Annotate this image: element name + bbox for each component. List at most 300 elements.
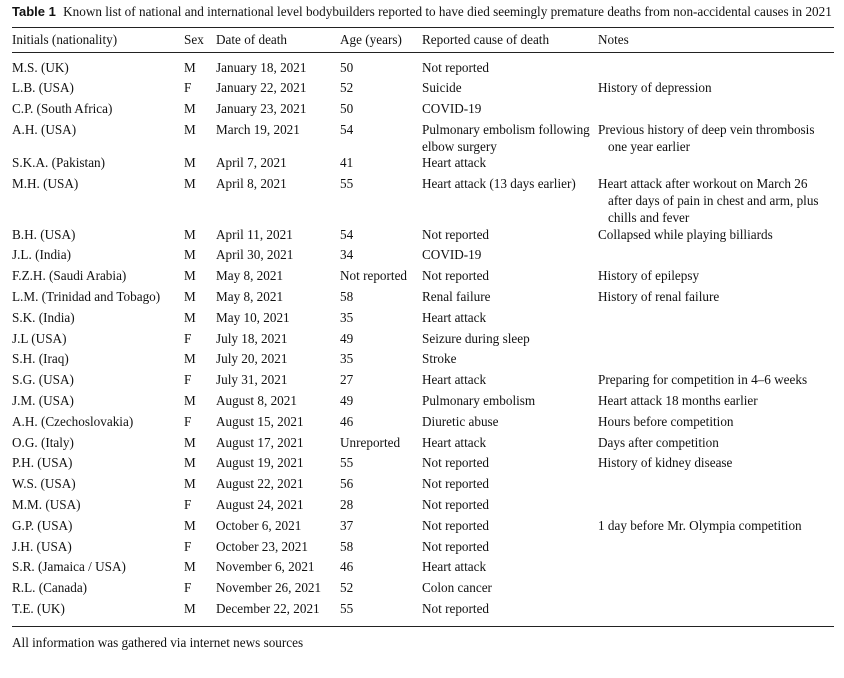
cell-sex xyxy=(184,497,216,518)
table-caption xyxy=(12,4,834,21)
table-row xyxy=(12,476,834,497)
cell-date-text: December 22, 2021 xyxy=(216,601,320,617)
cell-initials xyxy=(12,331,184,352)
cell-sex xyxy=(184,435,216,456)
cell-sex-text: M xyxy=(184,434,196,450)
table-row xyxy=(12,52,834,80)
cell-sex-text: M xyxy=(184,393,196,409)
cell-sex-text: M xyxy=(184,121,196,137)
cell-sex xyxy=(184,351,216,372)
table-row xyxy=(12,372,834,393)
cell-notes xyxy=(598,539,834,560)
cell-cause xyxy=(422,539,598,560)
cell-age xyxy=(340,247,422,268)
cell-notes-text: Hours before competition xyxy=(598,413,734,429)
cell-notes-text: Heart attack 18 months earlier xyxy=(598,393,758,409)
cell-initials xyxy=(12,52,184,80)
cell-notes-text: History of renal failure xyxy=(598,289,720,305)
cell-date xyxy=(216,518,340,539)
cell-sex xyxy=(184,455,216,476)
table-row xyxy=(12,247,834,268)
cell-age-text: 46 xyxy=(340,559,354,575)
table-row xyxy=(12,155,834,176)
cell-cause-text: Stroke xyxy=(422,351,457,367)
cell-date xyxy=(216,372,340,393)
cell-cause-text: Heart attack xyxy=(422,309,487,325)
cell-sex-text: M xyxy=(184,476,196,492)
cell-sex xyxy=(184,476,216,497)
cell-cause-text: Not reported xyxy=(422,497,490,513)
cell-initials xyxy=(12,227,184,248)
cell-initials xyxy=(12,559,184,580)
cell-notes-text: Previous history of deep vein thrombosis one year earlier xyxy=(598,121,815,154)
cell-notes xyxy=(598,101,834,122)
cell-cause xyxy=(422,227,598,248)
cell-initials xyxy=(12,247,184,268)
cell-notes-text: Preparing for competition in 4–6 weeks xyxy=(598,372,808,388)
cell-notes xyxy=(598,518,834,539)
cell-initials-text: L.B. (USA) xyxy=(12,80,74,96)
cell-notes-text: Collapsed while playing billiards xyxy=(598,226,773,242)
cell-sex-text: M xyxy=(184,309,196,325)
cell-age-text: Unreported xyxy=(340,434,401,450)
table-row xyxy=(12,227,834,248)
cell-cause xyxy=(422,435,598,456)
cell-age xyxy=(340,52,422,80)
cell-initials-text: J.M. (USA) xyxy=(12,393,74,409)
cell-sex-text: M xyxy=(184,176,196,192)
cell-cause xyxy=(422,80,598,101)
cell-initials-text: W.S. (USA) xyxy=(12,476,76,492)
cell-age-text: 41 xyxy=(340,155,354,171)
cell-cause xyxy=(422,52,598,80)
cell-age xyxy=(340,559,422,580)
cell-initials-text: C.P. (South Africa) xyxy=(12,101,113,117)
cell-date-text: August 15, 2021 xyxy=(216,413,304,429)
header-age: Age (years) xyxy=(340,31,402,47)
cell-sex-text: F xyxy=(184,580,192,596)
cell-age-text: 49 xyxy=(340,330,354,346)
cell-cause-text: Suicide xyxy=(422,80,462,96)
cell-cause-text: Pulmonary embolism xyxy=(422,393,536,409)
cell-cause xyxy=(422,268,598,289)
table-row xyxy=(12,122,834,156)
cell-cause xyxy=(422,310,598,331)
cell-date-text: October 6, 2021 xyxy=(216,517,302,533)
table-header-row xyxy=(12,28,834,53)
cell-notes xyxy=(598,80,834,101)
cell-cause-text: Not reported xyxy=(422,59,490,75)
cell-initials-text: B.H. (USA) xyxy=(12,226,76,242)
cell-cause-text: Not reported xyxy=(422,538,490,554)
cell-sex xyxy=(184,559,216,580)
cell-initials-text: S.K.A. (Pakistan) xyxy=(12,155,106,171)
cell-date xyxy=(216,80,340,101)
cell-notes-text: Heart attack after workout on March 26 after days of pain in chest and arm, plus chills and fever xyxy=(598,176,819,225)
table-row xyxy=(12,80,834,101)
cell-initials-text: T.E. (UK) xyxy=(12,601,65,617)
cell-sex xyxy=(184,101,216,122)
cell-age xyxy=(340,310,422,331)
cell-initials xyxy=(12,601,184,622)
cell-age-text: 52 xyxy=(340,580,354,596)
cell-initials xyxy=(12,580,184,601)
cell-initials-text: F.Z.H. (Saudi Arabia) xyxy=(12,268,127,284)
cell-date-text: August 17, 2021 xyxy=(216,434,304,450)
cell-initials xyxy=(12,176,184,226)
cell-age-text: 27 xyxy=(340,372,354,388)
cell-date-text: March 19, 2021 xyxy=(216,121,300,137)
header-notes: Notes xyxy=(598,31,629,47)
cell-initials-text: O.G. (Italy) xyxy=(12,434,74,450)
cell-initials-text: S.H. (Iraq) xyxy=(12,351,69,367)
cell-initials xyxy=(12,351,184,372)
cell-sex xyxy=(184,80,216,101)
cell-cause-text: Not reported xyxy=(422,601,490,617)
cell-date xyxy=(216,601,340,622)
cell-age-text: 55 xyxy=(340,455,354,471)
cell-sex xyxy=(184,539,216,560)
table-row xyxy=(12,414,834,435)
cell-sex xyxy=(184,601,216,622)
cell-notes xyxy=(598,455,834,476)
cell-cause-text: Renal failure xyxy=(422,289,491,305)
header-cause: Reported cause of death xyxy=(422,31,550,47)
cell-initials xyxy=(12,289,184,310)
cell-age-text: 55 xyxy=(340,176,354,192)
cell-cause-text: Heart attack (13 days earlier) xyxy=(422,176,576,192)
cell-sex-text: F xyxy=(184,372,192,388)
cell-cause xyxy=(422,497,598,518)
cell-date xyxy=(216,476,340,497)
cell-sex-text: M xyxy=(184,59,196,75)
cell-sex-text: M xyxy=(184,226,196,242)
cell-cause xyxy=(422,580,598,601)
cell-age xyxy=(340,122,422,156)
cell-age xyxy=(340,331,422,352)
cell-age-text: 55 xyxy=(340,601,354,617)
cell-notes xyxy=(598,247,834,268)
cell-age xyxy=(340,351,422,372)
cell-date xyxy=(216,155,340,176)
cell-notes xyxy=(598,176,834,226)
table-row xyxy=(12,331,834,352)
cell-notes xyxy=(598,52,834,80)
cell-cause-text: COVID-19 xyxy=(422,101,482,117)
table-footnote: All information was gathered via internet news sources xyxy=(12,634,304,650)
cell-sex-text: F xyxy=(184,80,192,96)
cell-age-text: 54 xyxy=(340,121,354,137)
cell-age-text: 46 xyxy=(340,413,354,429)
cell-age xyxy=(340,227,422,248)
cell-date-text: November 6, 2021 xyxy=(216,559,315,575)
cell-date xyxy=(216,414,340,435)
table-row xyxy=(12,268,834,289)
cell-date xyxy=(216,559,340,580)
table-row xyxy=(12,310,834,331)
cell-age xyxy=(340,539,422,560)
cell-initials-text: L.M. (Trinidad and Tobago) xyxy=(12,289,161,305)
cell-age xyxy=(340,80,422,101)
cell-date xyxy=(216,351,340,372)
cell-sex-text: F xyxy=(184,497,192,513)
cell-sex xyxy=(184,414,216,435)
cell-cause xyxy=(422,518,598,539)
cell-date-text: July 20, 2021 xyxy=(216,351,288,367)
cell-date-text: July 18, 2021 xyxy=(216,330,288,346)
cell-initials-text: M.S. (UK) xyxy=(12,59,69,75)
cell-sex xyxy=(184,122,216,156)
cell-cause xyxy=(422,476,598,497)
header-sex: Sex xyxy=(184,31,204,47)
cell-initials-text: J.L. (India) xyxy=(12,247,71,263)
cell-notes xyxy=(598,559,834,580)
cell-age-text: 37 xyxy=(340,517,354,533)
cell-date xyxy=(216,247,340,268)
cell-age xyxy=(340,476,422,497)
cell-notes xyxy=(598,289,834,310)
cell-initials xyxy=(12,497,184,518)
cell-cause xyxy=(422,289,598,310)
cell-sex xyxy=(184,52,216,80)
cell-cause xyxy=(422,122,598,156)
table-row xyxy=(12,455,834,476)
cell-date-text: May 10, 2021 xyxy=(216,309,290,325)
cell-cause-text: Colon cancer xyxy=(422,580,492,596)
cell-date-text: April 8, 2021 xyxy=(216,176,287,192)
cell-notes xyxy=(598,331,834,352)
cell-date-text: May 8, 2021 xyxy=(216,268,284,284)
cell-initials xyxy=(12,80,184,101)
cell-notes xyxy=(598,497,834,518)
cell-date xyxy=(216,331,340,352)
table-row xyxy=(12,539,834,560)
cell-age-text: 58 xyxy=(340,289,354,305)
cell-notes xyxy=(598,351,834,372)
cell-notes xyxy=(598,476,834,497)
cell-date xyxy=(216,393,340,414)
cell-initials-text: R.L. (Canada) xyxy=(12,580,88,596)
table-row xyxy=(12,101,834,122)
cell-notes xyxy=(598,601,834,622)
cell-age xyxy=(340,268,422,289)
cell-sex xyxy=(184,176,216,226)
cell-initials-text: S.R. (Jamaica / USA) xyxy=(12,559,126,575)
cell-initials-text: S.K. (India) xyxy=(12,309,75,325)
cell-sex-text: M xyxy=(184,247,196,263)
cell-date xyxy=(216,455,340,476)
cell-date-text: January 18, 2021 xyxy=(216,59,307,75)
cell-date xyxy=(216,227,340,248)
table-row xyxy=(12,518,834,539)
cell-age xyxy=(340,414,422,435)
cell-initials-text: G.P. (USA) xyxy=(12,517,73,533)
cell-sex xyxy=(184,247,216,268)
cell-date-text: January 23, 2021 xyxy=(216,101,307,117)
cell-age xyxy=(340,101,422,122)
cell-notes xyxy=(598,414,834,435)
cell-notes xyxy=(598,372,834,393)
caption-text: Known list of national and international level bodybuilders reported to have died seemingly premature deaths from non-accidental causes in 2021 xyxy=(63,4,832,19)
table-row xyxy=(12,393,834,414)
cell-date-text: April 30, 2021 xyxy=(216,247,294,263)
cell-cause-text: Pulmonary embolism following elbow surgery xyxy=(422,121,590,154)
cell-notes xyxy=(598,268,834,289)
cell-sex xyxy=(184,155,216,176)
cell-cause-text: Heart attack xyxy=(422,155,487,171)
cell-cause xyxy=(422,414,598,435)
cell-initials-text: A.H. (Czechoslovakia) xyxy=(12,413,134,429)
cell-cause xyxy=(422,101,598,122)
cell-cause-text: Diuretic abuse xyxy=(422,413,499,429)
cell-notes xyxy=(598,435,834,456)
cell-initials xyxy=(12,455,184,476)
cell-date-text: April 7, 2021 xyxy=(216,155,287,171)
cell-date-text: October 23, 2021 xyxy=(216,538,308,554)
header-initials: Initials (nationality) xyxy=(12,31,118,47)
cell-notes xyxy=(598,155,834,176)
cell-date xyxy=(216,122,340,156)
cell-age-text: 58 xyxy=(340,538,354,554)
cell-sex xyxy=(184,580,216,601)
cell-date-text: August 19, 2021 xyxy=(216,455,304,471)
cell-initials-text: J.L (USA) xyxy=(12,330,67,346)
cell-cause-text: Not reported xyxy=(422,226,490,242)
cell-sex-text: F xyxy=(184,330,192,346)
cell-age-text: 35 xyxy=(340,309,354,325)
cell-age xyxy=(340,497,422,518)
cell-date xyxy=(216,101,340,122)
table-row xyxy=(12,601,834,622)
table-row xyxy=(12,176,834,226)
cell-initials xyxy=(12,539,184,560)
cell-sex-text: F xyxy=(184,413,192,429)
cell-age-text: 56 xyxy=(340,476,354,492)
cell-initials xyxy=(12,310,184,331)
cell-sex xyxy=(184,268,216,289)
cell-initials xyxy=(12,101,184,122)
table-row xyxy=(12,289,834,310)
cell-cause xyxy=(422,331,598,352)
cell-notes xyxy=(598,310,834,331)
cell-notes xyxy=(598,227,834,248)
cell-age-text: 28 xyxy=(340,497,354,513)
cell-notes-text: History of kidney disease xyxy=(598,455,733,471)
cell-initials xyxy=(12,518,184,539)
cell-date-text: August 24, 2021 xyxy=(216,497,304,513)
cell-age xyxy=(340,580,422,601)
cell-initials-text: S.G. (USA) xyxy=(12,372,74,388)
cell-cause xyxy=(422,559,598,580)
cell-age xyxy=(340,601,422,622)
cell-date xyxy=(216,435,340,456)
cell-initials xyxy=(12,476,184,497)
table-row xyxy=(12,497,834,518)
cell-notes-text: History of epilepsy xyxy=(598,268,700,284)
cell-cause-text: Seizure during sleep xyxy=(422,330,530,346)
cell-date-text: May 8, 2021 xyxy=(216,289,284,305)
cell-cause-text: Heart attack xyxy=(422,434,487,450)
cell-initials-text: P.H. (USA) xyxy=(12,455,73,471)
cell-sex-text: F xyxy=(184,538,192,554)
cell-age xyxy=(340,518,422,539)
cell-date-text: April 11, 2021 xyxy=(216,226,293,242)
cell-notes xyxy=(598,580,834,601)
cell-sex-text: M xyxy=(184,517,196,533)
cell-age-text: 49 xyxy=(340,393,354,409)
cell-notes xyxy=(598,122,834,156)
cell-age-text: Not reported xyxy=(340,268,408,284)
cell-cause-text: Not reported xyxy=(422,476,490,492)
cell-cause-text: Heart attack xyxy=(422,372,487,388)
header-date: Date of death xyxy=(216,31,288,47)
cell-age-text: 34 xyxy=(340,247,354,263)
cell-cause xyxy=(422,393,598,414)
bodybuilder-deaths-table xyxy=(12,28,834,622)
cell-date xyxy=(216,539,340,560)
table-row xyxy=(12,351,834,372)
cell-sex xyxy=(184,518,216,539)
cell-sex-text: M xyxy=(184,455,196,471)
cell-date xyxy=(216,310,340,331)
cell-age xyxy=(340,393,422,414)
cell-cause-text: Not reported xyxy=(422,517,490,533)
cell-age xyxy=(340,455,422,476)
cell-sex-text: M xyxy=(184,101,196,117)
cell-date xyxy=(216,176,340,226)
cell-initials xyxy=(12,155,184,176)
cell-cause xyxy=(422,455,598,476)
cell-age-text: 50 xyxy=(340,59,354,75)
cell-cause xyxy=(422,601,598,622)
cell-sex xyxy=(184,289,216,310)
cell-initials xyxy=(12,435,184,456)
cell-initials-text: A.H. (USA) xyxy=(12,121,77,137)
cell-date xyxy=(216,497,340,518)
cell-cause xyxy=(422,155,598,176)
cell-age xyxy=(340,435,422,456)
cell-initials xyxy=(12,414,184,435)
cell-date xyxy=(216,52,340,80)
cell-initials-text: M.M. (USA) xyxy=(12,497,81,513)
cell-sex-text: M xyxy=(184,601,196,617)
cell-notes xyxy=(598,393,834,414)
table-row xyxy=(12,580,834,601)
cell-cause xyxy=(422,247,598,268)
cell-age xyxy=(340,155,422,176)
cell-initials xyxy=(12,122,184,156)
cell-sex-text: M xyxy=(184,559,196,575)
cell-sex-text: M xyxy=(184,351,196,367)
cell-notes-text: 1 day before Mr. Olympia competition xyxy=(598,517,802,533)
cell-date-text: November 26, 2021 xyxy=(216,580,322,596)
cell-sex xyxy=(184,310,216,331)
cell-sex xyxy=(184,331,216,352)
table-row xyxy=(12,435,834,456)
cell-sex xyxy=(184,372,216,393)
cell-date xyxy=(216,268,340,289)
cell-cause xyxy=(422,351,598,372)
cell-date xyxy=(216,580,340,601)
cell-sex-text: M xyxy=(184,268,196,284)
cell-age xyxy=(340,289,422,310)
table-bottom-rule xyxy=(12,626,834,627)
cell-cause-text: COVID-19 xyxy=(422,247,482,263)
cell-initials-text: M.H. (USA) xyxy=(12,176,79,192)
cell-sex xyxy=(184,393,216,414)
table-body xyxy=(12,52,834,622)
cell-cause xyxy=(422,372,598,393)
